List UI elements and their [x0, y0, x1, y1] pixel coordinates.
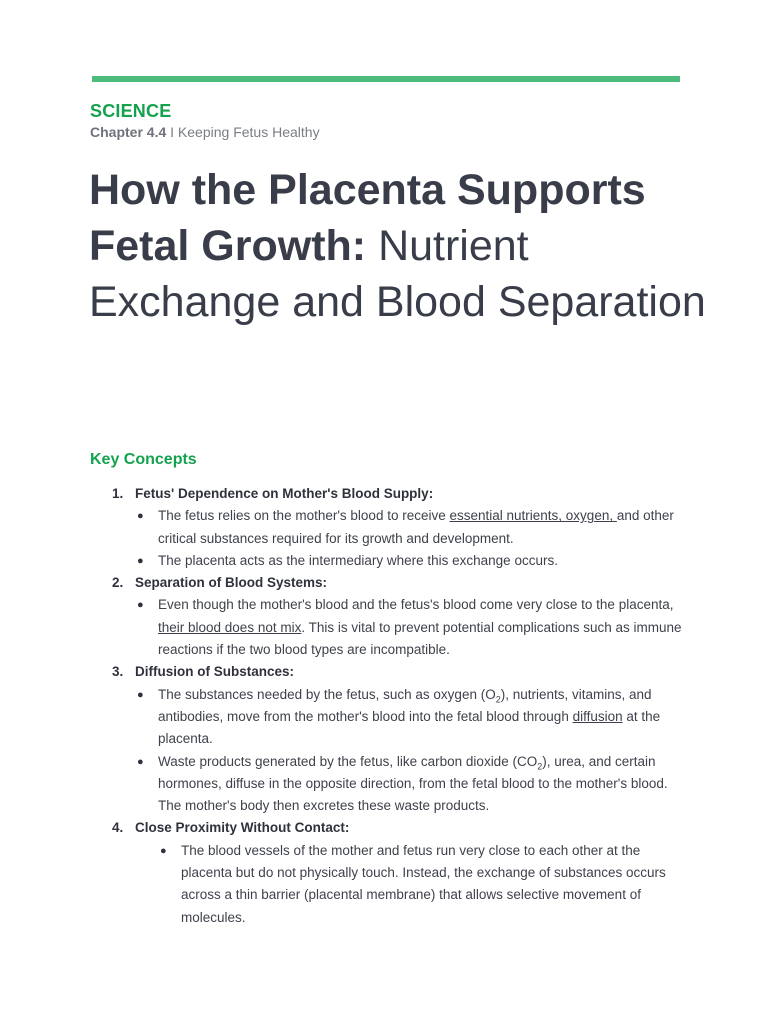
concept-heading: Close Proximity Without Contact:	[135, 820, 350, 836]
subject-label: SCIENCE	[90, 101, 172, 121]
page-title	[89, 162, 709, 330]
bullet-list	[135, 684, 690, 818]
bullet-icon: ●	[137, 688, 144, 701]
underlined-term: diffusion	[572, 708, 623, 724]
chapter-separator: I	[170, 124, 175, 140]
underlined-term: essential nutrients, oxygen,	[449, 508, 617, 524]
key-concepts-heading: Key Concepts	[90, 451, 197, 468]
bullet-item	[158, 840, 690, 929]
bullet-text: . This is vital to prevent potential complications such as immune reactions if the two blood types are incompatible.	[158, 619, 682, 658]
concept-item	[90, 661, 690, 817]
top-divider	[92, 76, 680, 82]
bullet-icon: ●	[137, 510, 144, 523]
concept-number: 4.	[112, 820, 124, 836]
bullet-text: at the placenta.	[158, 708, 661, 747]
bullet-text: and other critical substances required for its growth and development.	[158, 508, 674, 546]
concept-number: 2.	[112, 575, 124, 591]
concept-heading: Diffusion of Substances:	[135, 664, 295, 680]
bullet-icon: ●	[137, 599, 144, 612]
bullet-icon: ●	[137, 755, 144, 768]
bullet-icon: ●	[137, 554, 144, 567]
subscript: 2	[495, 694, 501, 705]
subscript: 2	[537, 761, 543, 772]
bullet-text: Waste products generated by the fetus, like carbon dioxide (CO	[158, 753, 538, 769]
underlined-term: their blood does not mix	[158, 619, 302, 635]
bullet-item	[135, 550, 690, 572]
concept-heading: Separation of Blood Systems:	[135, 575, 328, 591]
chapter-number: Chapter 4.4	[90, 124, 167, 140]
bullet-item	[135, 594, 690, 661]
concept-number: 3.	[112, 664, 124, 680]
bullet-text: ), nutrients, vitamins, and antibodies, move from the mother's blood into the fetal blood through	[158, 686, 652, 724]
bullet-list	[135, 505, 690, 572]
concept-number: 1.	[112, 486, 124, 501]
bullet-text: The blood vessels of the mother and fetus run very close to each other at the placenta but do not physically touch. Instead, the exchange of substances occurs across a thin barrier (placental membrane) that allows selective movement of molecules.	[181, 842, 666, 925]
title-bold: How the Placenta Supports Fetal Growth:	[89, 166, 646, 270]
concept-item	[90, 817, 690, 928]
bullet-icon: ●	[160, 844, 167, 857]
concept-item	[90, 483, 690, 572]
title-subtitle: Nutrient Exchange and Blood Separation	[89, 222, 706, 326]
key-concepts-list	[90, 483, 690, 929]
chapter-title: Keeping Fetus Healthy	[177, 124, 320, 140]
bullet-list	[135, 594, 690, 661]
concept-heading: Fetus' Dependence on Mother's Blood Supply:	[135, 486, 434, 501]
bullet-text: The placenta acts as the intermediary where this exchange occurs.	[158, 552, 558, 568]
bullet-text: ), urea, and certain hormones, diffuse in the opposite direction, from the fetal blood to the mother's blood. The mother's body then excretes these waste products.	[158, 753, 668, 814]
bullet-text: Even though the mother's blood and the fetus's blood come very close to the placenta,	[158, 597, 674, 613]
bullet-item	[135, 684, 690, 751]
bullet-text: The substances needed by the fetus, such as oxygen (O	[158, 686, 496, 702]
bullet-list	[135, 840, 690, 929]
bullet-item	[135, 505, 690, 550]
bullet-item	[135, 751, 690, 818]
chapter-line	[90, 124, 320, 140]
bullet-text: The fetus relies on the mother's blood to receive	[158, 508, 450, 524]
concept-item	[90, 572, 690, 661]
